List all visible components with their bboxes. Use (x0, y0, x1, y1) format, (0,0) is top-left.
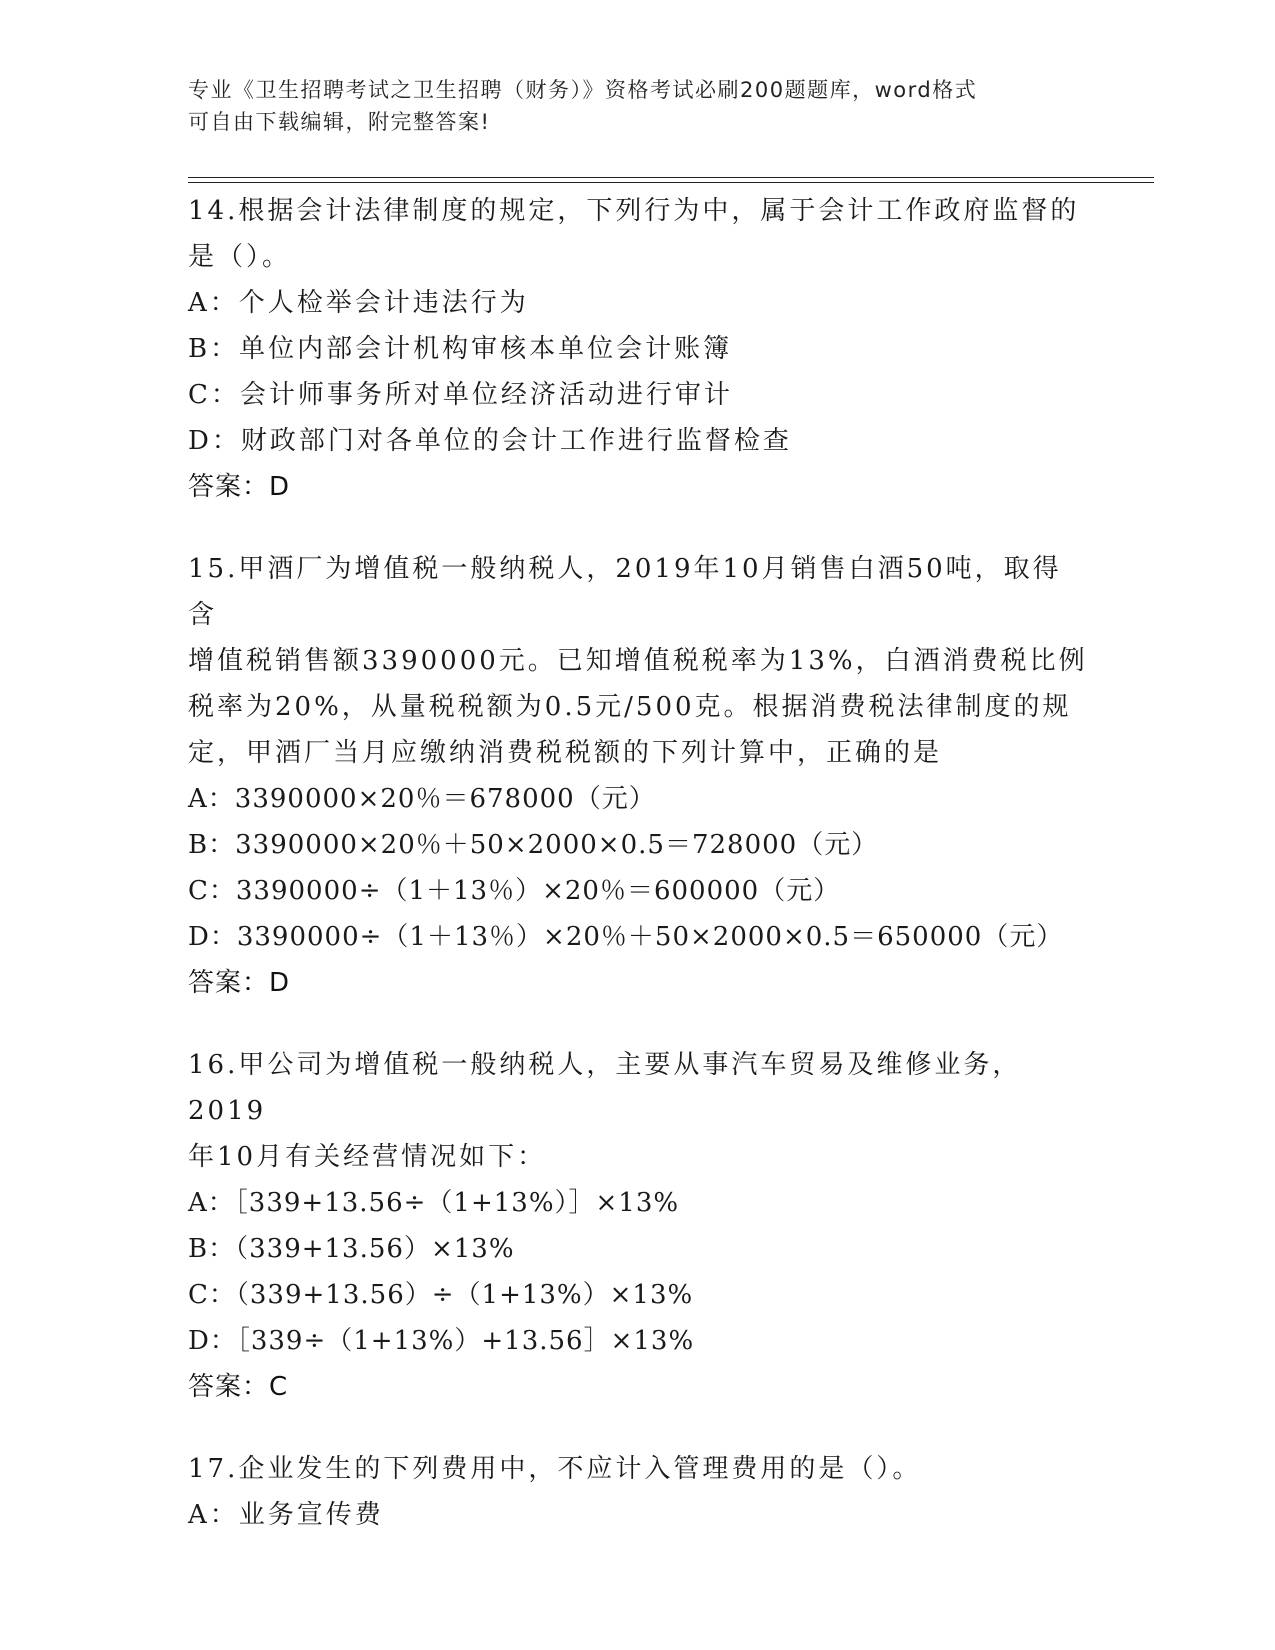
option-d: D：3390000÷（1＋13％）×20％＋50×2000×0.5＝650000（元） (188, 922, 1064, 952)
option-c: C：（339+13.56）÷（1+13%）×13% (188, 1280, 694, 1310)
question-text-line: 年10月有关经营情况如下： (188, 1142, 547, 1172)
option-b: B：单位内部会计机构审核本单位会计账簿 (188, 334, 733, 364)
question-list (188, 188, 1088, 1574)
header-divider-bottom (188, 182, 1154, 183)
question-text-line: 16.甲公司为增值税一般纳税人，主要从事汽车贸易及维修业务，2019 (188, 1050, 1022, 1126)
option-c: C：会计师事务所对单位经济活动进行审计 (188, 380, 733, 410)
question-text-line: 15.甲酒厂为增值税一般纳税人，2019年10月销售白酒50吨，取得含 (188, 554, 1062, 630)
answer-line: 答案：C (188, 1372, 289, 1402)
header-divider-top (188, 177, 1154, 178)
question-14 (188, 188, 1088, 510)
answer-line: 答案：D (188, 968, 291, 998)
page-header (188, 74, 1088, 138)
option-b: B：3390000×20％＋50×2000×0.5＝728000（元） (188, 830, 879, 860)
option-a: A：3390000×20％＝678000（元） (188, 784, 656, 814)
option-d: D：［339÷（1+13%）+13.56］×13% (188, 1326, 695, 1356)
question-text-line: 17.企业发生的下列费用中，不应计入管理费用的是（）。 (188, 1454, 922, 1484)
question-15 (188, 546, 1088, 1006)
question-text-line: 是（）。 (188, 242, 292, 272)
option-b: B：（339+13.56）×13% (188, 1234, 515, 1264)
header-line-1: 专业《卫生招聘考试之卫生招聘（财务）》资格考试必刷200题题库，word格式 (188, 78, 978, 102)
option-d: D：财政部门对各单位的会计工作进行监督检查 (188, 426, 792, 456)
question-text-line: 税率为20%，从量税税额为0.5元/500克。根据消费税法律制度的规 (188, 692, 1072, 722)
question-text-line: 增值税销售额3390000元。已知增值税税率为13%，白酒消费税比例 (188, 646, 1088, 676)
question-text-line: 定，甲酒厂当月应缴纳消费税税额的下列计算中，正确的是 (188, 738, 943, 768)
option-a: A：业务宣传费 (188, 1500, 384, 1530)
question-text-line: 14.根据会计法律制度的规定，下列行为中，属于会计工作政府监督的 (188, 196, 1080, 226)
question-17 (188, 1446, 1088, 1538)
option-a: A：个人检举会计违法行为 (188, 288, 529, 318)
header-line-2: 可自由下载编辑，附完整答案! (188, 110, 491, 134)
option-c: C：3390000÷（1＋13％）×20％＝600000（元） (188, 876, 841, 906)
answer-line: 答案：D (188, 472, 291, 502)
question-16 (188, 1042, 1088, 1410)
option-a: A：［339+13.56÷（1+13%）］×13% (188, 1188, 680, 1218)
